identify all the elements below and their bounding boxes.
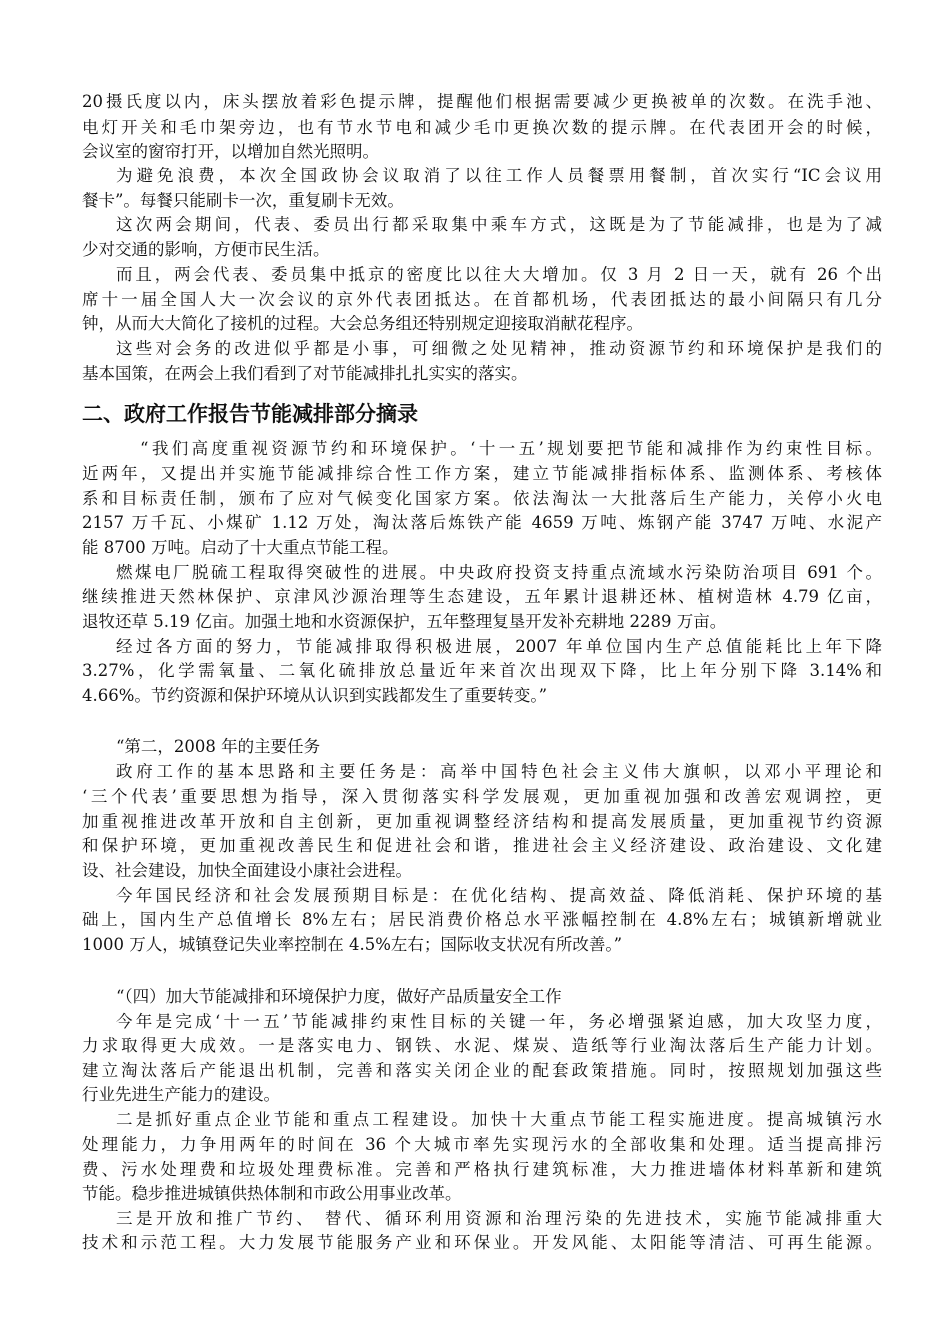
text-line: 1000 万人，城镇登记失业率控制在 4.5%左右；国际收支状况有所改善。” bbox=[82, 935, 623, 954]
text-line: 力求取得更大成效。一是落实电力、钢铁、水泥、煤炭、造纸等行业淘汰落后生产能力计划。 bbox=[82, 1036, 882, 1055]
text-line: 钟，从而大大简化了接机的过程。大会总务组还特别规定迎接取消献花程序。 bbox=[82, 314, 643, 333]
text-line: 础上，国内生产总值增长 8%左右；居民消费价格总水平涨幅控制在 4.8%左右；城镇新增就业 bbox=[82, 910, 882, 929]
paragraph-start: 这次两会期间，代表、委员出行都采取集中乘车方式，这既是为了节能减排，也是为了减 bbox=[116, 215, 882, 234]
paragraph-start: 为避免浪费，本次全国政协会议取消了以往工作人员餐票用餐制，首次实行“IC会议用 bbox=[116, 166, 882, 185]
text-line: 建立淘汰落后产能退出机制，完善和落实关闭企业的配套政策措施。同时，按照规划加强这些 bbox=[82, 1061, 882, 1080]
text-line: 处理能力，力争用两年的时间在 36 个大城市率先实现污水的全部收集和处理。适当提高排污 bbox=[82, 1135, 882, 1154]
text-line: 席十一届全国人大一次会议的京外代表团抵达。在首都机场，代表团抵达的最小间隔只有几分 bbox=[82, 290, 882, 309]
paragraph-start: 政府工作的基本思路和主要任务是：高举中国特色社会主义伟大旗帜，以邓小平理论和 bbox=[116, 762, 882, 781]
text-line: 行业先进生产能力的建设。 bbox=[82, 1085, 280, 1104]
text-line: ‘三个代表’重要思想为指导，深入贯彻落实科学发展观，更加重视加强和改善宏观调控，更 bbox=[82, 787, 882, 806]
section-heading: 二、政府工作报告节能减排部分摘录 bbox=[82, 402, 418, 426]
quote-start: “（四）加大节能减排和环境保护力度，做好产品质量安全工作 bbox=[116, 987, 562, 1006]
paragraph-start: 今年国民经济和社会发展预期目标是：在优化结构、提高效益、降低消耗、保护环境的基 bbox=[116, 886, 882, 905]
text-line: 4.66%。节约资源和保护环境从认识到实践都发生了重要转变。” bbox=[82, 686, 548, 705]
text-line: 设、社会建设，加快全面建设小康社会进程。 bbox=[82, 861, 412, 880]
text-line: 技术和示范工程。大力发展节能服务产业和环保业。开发风能、太阳能等清洁、可再生能源。 bbox=[82, 1233, 882, 1252]
text-line: 20摄氏度以内，床头摆放着彩色提示牌，提醒他们根据需要减少更换被单的次数。在洗手池、 bbox=[82, 92, 882, 111]
text-line: 系和目标责任制，颁布了应对气候变化国家方案。依法淘汰一大批落后生产能力，关停小火电 bbox=[82, 489, 882, 508]
text-line: 3.27%，化学需氧量、二氧化硫排放总量近年来首次出现双下降，比上年分别下降 3.14%和 bbox=[82, 661, 882, 680]
text-line: 节能。稳步推进城镇供热体制和市政公用事业改革。 bbox=[82, 1184, 462, 1203]
text-line: 退牧还草 5.19 亿亩。加强土地和水资源保护，五年整理复垦开发补充耕地 2289 万亩。 bbox=[82, 612, 727, 631]
text-line: 会议室的窗帘打开，以增加自然光照明。 bbox=[82, 142, 379, 161]
quote-start: “第二，2008 年的主要任务 bbox=[116, 737, 321, 756]
paragraph-start: 三是开放和推广节约、 替代、循环利用资源和治理污染的先进技术，实施节能减排重大 bbox=[116, 1209, 882, 1228]
paragraph-start: 燃煤电厂脱硫工程取得突破性的进展。中央政府投资支持重点流域水污染防治项目 691 个。 bbox=[116, 563, 882, 582]
text-line: 基本国策，在两会上我们看到了对节能减排扎扎实实的落实。 bbox=[82, 364, 528, 383]
paragraph-start: 今年是完成‘十一五’节能减排约束性目标的关键一年，务必增强紧迫感，加大攻坚力度， bbox=[116, 1012, 882, 1031]
text-line: 餐卡”。每餐只能刷卡一次，重复刷卡无效。 bbox=[82, 191, 404, 210]
paragraph-start: 经过各方面的努力，节能减排取得积极进展，2007 年单位国内生产总值能耗比上年下降 bbox=[116, 637, 882, 656]
paragraph-start: 二是抓好重点企业节能和重点工程建设。加快十大重点节能工程实施进度。提高城镇污水 bbox=[116, 1110, 882, 1129]
text-line: 继续推进天然林保护、京津风沙源治理等生态建设，五年累计退耕还林、植树造林 4.79 亿亩， bbox=[82, 587, 882, 606]
quote-start: “我们高度重视资源节约和环境保护。‘十一五’规划要把节能和减排作为约束性目标。 bbox=[140, 439, 882, 458]
text-line: 费、污水处理费和垃圾处理费标准。完善和严格执行建筑标准，大力推进墙体材料革新和建筑 bbox=[82, 1160, 882, 1179]
text-line: 电灯开关和毛巾架旁边，也有节水节电和减少毛巾更换次数的提示牌。在代表团开会的时候， bbox=[82, 118, 882, 137]
text-line: 加重视推进改革开放和自主创新，更加重视调整经济结构和提高发展质量，更加重视节约资源 bbox=[82, 812, 882, 831]
text-line: 近两年，又提出并实施节能减排综合性工作方案，建立节能减排指标体系、监测体系、考核体 bbox=[82, 464, 882, 483]
text-line: 2157 万千瓦、小煤矿 1.12 万处，淘汰落后炼铁产能 4659 万吨、炼钢产能 3747 万吨、水泥产 bbox=[82, 513, 882, 532]
text-line: 能 8700 万吨。启动了十大重点节能工程。 bbox=[82, 538, 399, 557]
paragraph-start: 这些对会务的改进似乎都是小事，可细微之处见精神，推动资源节约和环境保护是我们的 bbox=[116, 339, 882, 358]
paragraph-start: 而且，两会代表、委员集中抵京的密度比以往大大增加。仅 3 月 2 日一天，就有 26 个出 bbox=[116, 265, 882, 284]
text-line: 和保护环境，更加重视改善民生和促进社会和谐，推进社会主义经济建设、政治建设、文化建 bbox=[82, 836, 882, 855]
text-line: 少对交通的影响，方便市民生活。 bbox=[82, 240, 330, 259]
